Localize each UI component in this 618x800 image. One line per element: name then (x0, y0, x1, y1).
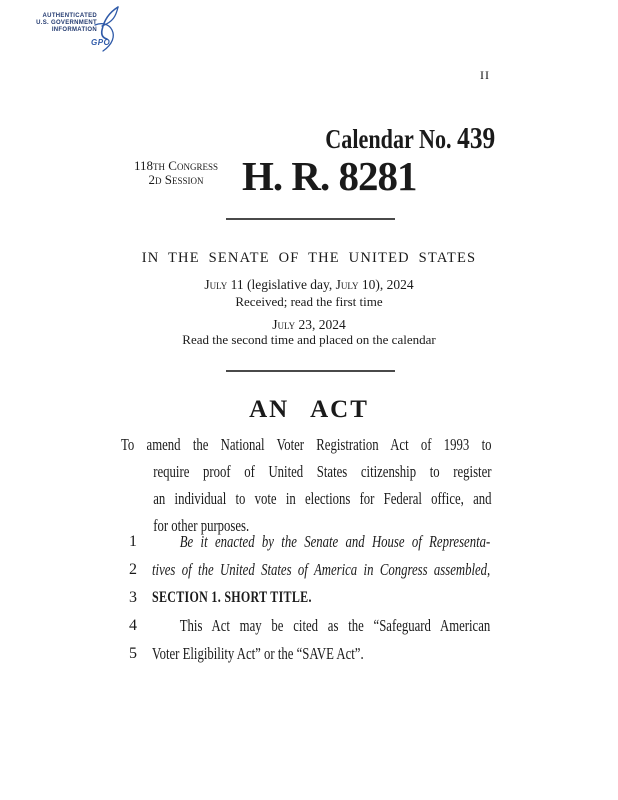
bill-body (129, 528, 603, 668)
preamble-line: an individual to vote in elections for Federal office, and (153, 489, 492, 508)
line-number: 4 (129, 617, 137, 634)
second-reading-action: Read the second time and placed on the calendar (182, 332, 436, 347)
enacting-clause-text: Be it enacted by the Senate and House of Representa- (179, 532, 491, 551)
first-reading-date (0, 277, 618, 293)
month-text: July (204, 277, 228, 292)
session-label: 2d Session (148, 172, 204, 187)
month-text: July (335, 277, 359, 292)
gpo-authentication-seal (35, 5, 125, 53)
second-reading-date (0, 317, 618, 333)
congress-label: 118th Congress (134, 158, 218, 173)
act-heading: AN ACT (249, 396, 369, 423)
divider-rule-top (226, 218, 395, 220)
sheet-number: II (480, 68, 490, 82)
preamble-line: for other purposes. (153, 516, 250, 535)
act-preamble (121, 431, 615, 539)
congress-session-block (123, 159, 229, 187)
preamble-line: To amend the National Voter Registration Act of 1993 to (121, 435, 492, 454)
section-body-text: Voter Eligibility Act” or the “SAVE Act”. (152, 644, 364, 663)
senate-heading: IN THE SENATE OF THE UNITED STATES (141, 250, 477, 266)
gpo-authenticated-label: AUTHENTICATED (42, 13, 97, 19)
month-text: July (272, 317, 296, 332)
calendar-number: 439 (456, 120, 495, 155)
bill-line (129, 528, 603, 556)
bill-line (129, 556, 603, 584)
calendar-number-line (0, 120, 495, 156)
first-reading-action: Received; read the first time (235, 294, 383, 309)
enacting-clause-text: tives of the United States of America in Congress assembled, (152, 560, 491, 579)
preamble-line: require proof of United States citizenship to register (153, 462, 492, 481)
divider-rule-bottom (226, 370, 395, 372)
gpo-acronym-label: GPO (91, 38, 111, 47)
gpo-seal-text (35, 13, 97, 34)
bill-line (129, 640, 603, 668)
line-number: 5 (129, 645, 137, 662)
date-text: 23, 2024 (295, 317, 346, 332)
line-number: 3 (129, 589, 137, 606)
calendar-label: Calendar No. (325, 124, 457, 154)
bill-number: H. R. 8281 (242, 153, 417, 199)
section-heading-text: SECTION 1. SHORT TITLE. (152, 589, 312, 606)
gpo-information-label: INFORMATION (51, 27, 97, 33)
date-text: 11 (legislative day, (227, 277, 336, 292)
bill-line (129, 612, 603, 640)
bill-line (129, 584, 603, 612)
line-number: 2 (129, 561, 137, 578)
line-number: 1 (129, 533, 137, 550)
gpo-us-government-label: U.S. GOVERNMENT (36, 20, 97, 26)
section-body-text: This Act may be cited as the “Safeguard American (179, 616, 491, 635)
date-text: 10), 2024 (358, 277, 414, 292)
